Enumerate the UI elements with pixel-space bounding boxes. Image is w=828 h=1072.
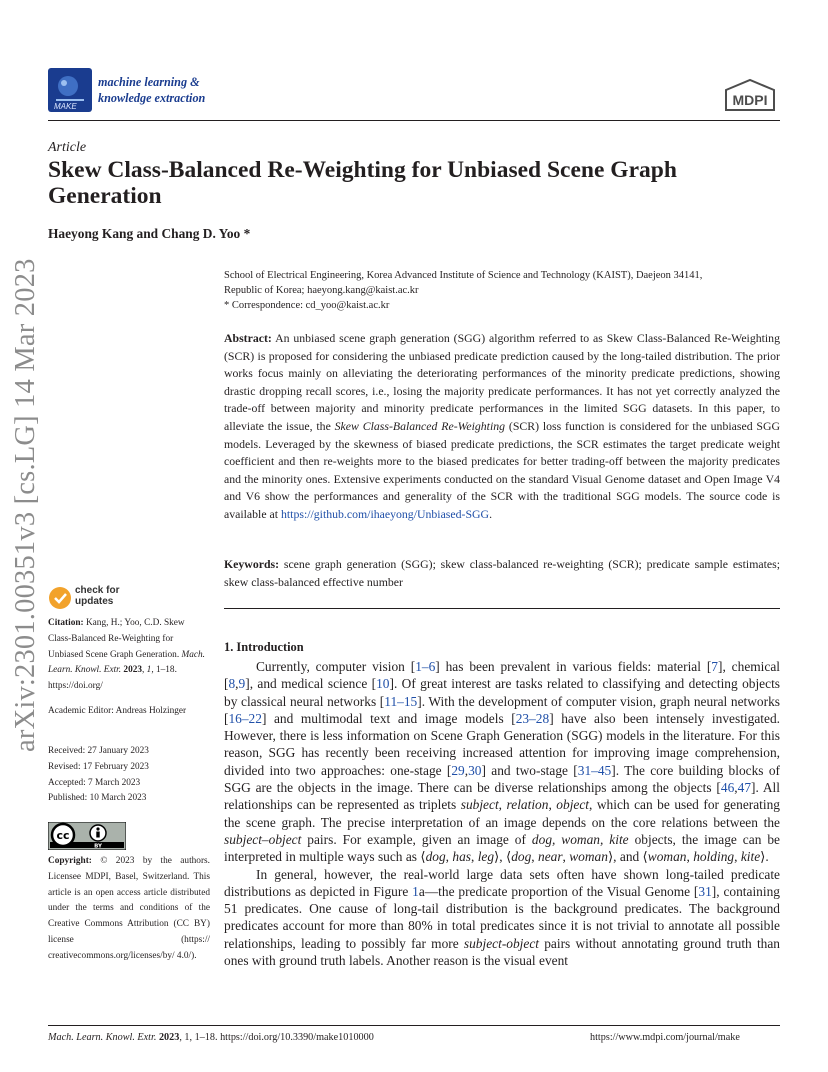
academic-editor: Academic Editor: Andreas Holzinger <box>48 706 187 716</box>
arxiv-stamp: arXiv:2301.00351v3 [cs.LG] 14 Mar 2023 <box>10 258 41 752</box>
cc-by-license-icon[interactable] <box>48 822 126 850</box>
footer-rule <box>48 1025 780 1026</box>
section-heading: 1. Introduction <box>224 640 304 654</box>
by-label: BY <box>94 843 102 850</box>
footer-journal-url[interactable]: https://www.mdpi.com/journal/make <box>590 1032 740 1043</box>
mdpi-logo-text: MDPI <box>732 92 768 108</box>
journal-name: machine learning & knowledge extraction <box>98 75 206 105</box>
keywords-rule <box>224 608 780 609</box>
publication-dates <box>48 744 210 807</box>
journal-logo-icon <box>48 68 92 112</box>
mdpi-logo-icon <box>720 78 780 112</box>
accepted-date: Accepted: 7 March 2023 <box>48 777 141 788</box>
authors: Haeyong Kang and Chang D. Yoo * <box>48 226 251 241</box>
page-title: Skew Class-Balanced Re-Weighting for Unbiased Scene Graph Generation <box>48 157 677 209</box>
article-type: Article <box>48 140 87 155</box>
published-date: Published: 10 March 2023 <box>48 793 147 804</box>
received-date: Received: 27 January 2023 <box>48 746 149 756</box>
cc-label: cc <box>56 829 70 842</box>
revised-date: Revised: 17 February 2023 <box>48 761 149 772</box>
correspondence: * Correspondence: cd_yoo@kaist.ac.kr <box>224 300 390 311</box>
footer-citation: Mach. Learn. Knowl. Extr. 2023, 1, 1–18. https://doi.org/10.3390/make1010000 <box>48 1032 374 1043</box>
affiliation: School of Electrical Engineering, Korea Advanced Institute of Science and Technology (KAIST), Daejeon 34141, Republic of Korea; haeyong.kang@kaist.ac.kr * Correspondence: cd_yoo@kaist.ac.kr <box>224 268 784 313</box>
journal-logo-text: MAKE <box>54 102 77 111</box>
keywords: Keywords: scene graph generation (SGG); skew class-balanced re-weighting (SCR); predicate sample estimates; skew class-balanced effective number <box>224 557 780 589</box>
introduction-body: Currently, computer vision [1–6] has been prevalent in various fields: material [7], chemical [8,9], and medical science [10]. Of great interest are tasks related to classifying and detecting objects by classical neural networks [11–15]. With the development of computer vision, graph neural networks [16–22] and multimodal text and image models [23–28] have also been intensely investigated. However, there is less information on Scene Graph Generation (SGG) models in the literature. For this reason, SGG has recently been receiving increased attention for improving image comprehension, divided into two approaches: one-stage [29,30] and two-stage [31–45]. The core building blocks of SGG are the objects in the image. There can be diverse relationships among the objects [46,47]. All relationships can be represented as triplets subject, relation, object, which can be used for generating the scene graph. The precise interpretation of an image depends on the core relations between the subject–object pairs. For example, given an image of dog, woman, kite objects, the image can be interpreted in multiple ways such as ⟨dog, has, leg⟩, ⟨dog, near, woman⟩, and ⟨woman, holding, kite⟩. In general, however, the real-world large data sets often have shown long-tailed predicate distributions as depicted in Figure 1a—the predicate proportion of the Visual Genome [31], containing 51 predicates. One cause of long-tail distribution is the background predicates. The background predicates account for more than 80% in total predicates since it is not trivial to annotate all possible relationships, leading to possibly far more subject-object pairs without annotating ground truth than ones with ground truth labels. Another reason is the visual event <box>224 659 781 969</box>
check-updates-icon <box>48 586 72 610</box>
source-code-link[interactable]: https://github.com/ihaeyong/Unbiased-SGG <box>281 506 490 521</box>
copyright: Copyright: © 2023 by the authors. Licensee MDPI, Basel, Switzerland. This article is an open access article distributed under the terms and conditions of the Creative Commons Attribution (CC BY) license (https:// creativecommons.org/licenses/by/ 4.0/). <box>48 856 210 961</box>
abstract-label: Abstract: <box>224 331 272 345</box>
abstract: Abstract: An unbiased scene graph generation (SGG) algorithm referred to as Skew Class-Balanced Re-Weighting (SCR) is proposed for considering the unbiased predicate prediction caused by the long-tailed distribution. The prior works focus mainly on alleviating the deteriorating performances of the minority predicate predictions, showing drastic dropping recall scores, i.e., losing the majority predicate performances. It has not yet correctly analyzed the trade-off between majority and minority predicate performances in the limited SGG datasets. In this paper, to alleviate the issue, the Skew Class-Balanced Re-Weighting (SCR) loss function is considered for the unbiased SGG models. Leveraged by the skewness of biased predicate predictions, the SCR estimates the target predicate weight coefficient and then re-weights more to the biased predicates for better trading-off between the majority predicates and the minority ones. Extensive experiments conducted on the standard Visual Genome dataset and Open Image V4 and V6 show the performances and generality of the SCR with the traditional SGG models. The source code is available at https://github.com/ihaeyong/Unbiased-SGG. <box>224 331 781 521</box>
header-rule <box>48 120 780 121</box>
citation: Citation: Kang, H.; Yoo, C.D. Skew Class-Balanced Re-Weighting for Unbiased Scene Graph Generation. Mach. Learn. Knowl. Extr. 2023, 1, 1–18. https://doi.org/ <box>48 618 205 692</box>
check-for-updates-badge[interactable]: check for updates <box>48 584 168 614</box>
